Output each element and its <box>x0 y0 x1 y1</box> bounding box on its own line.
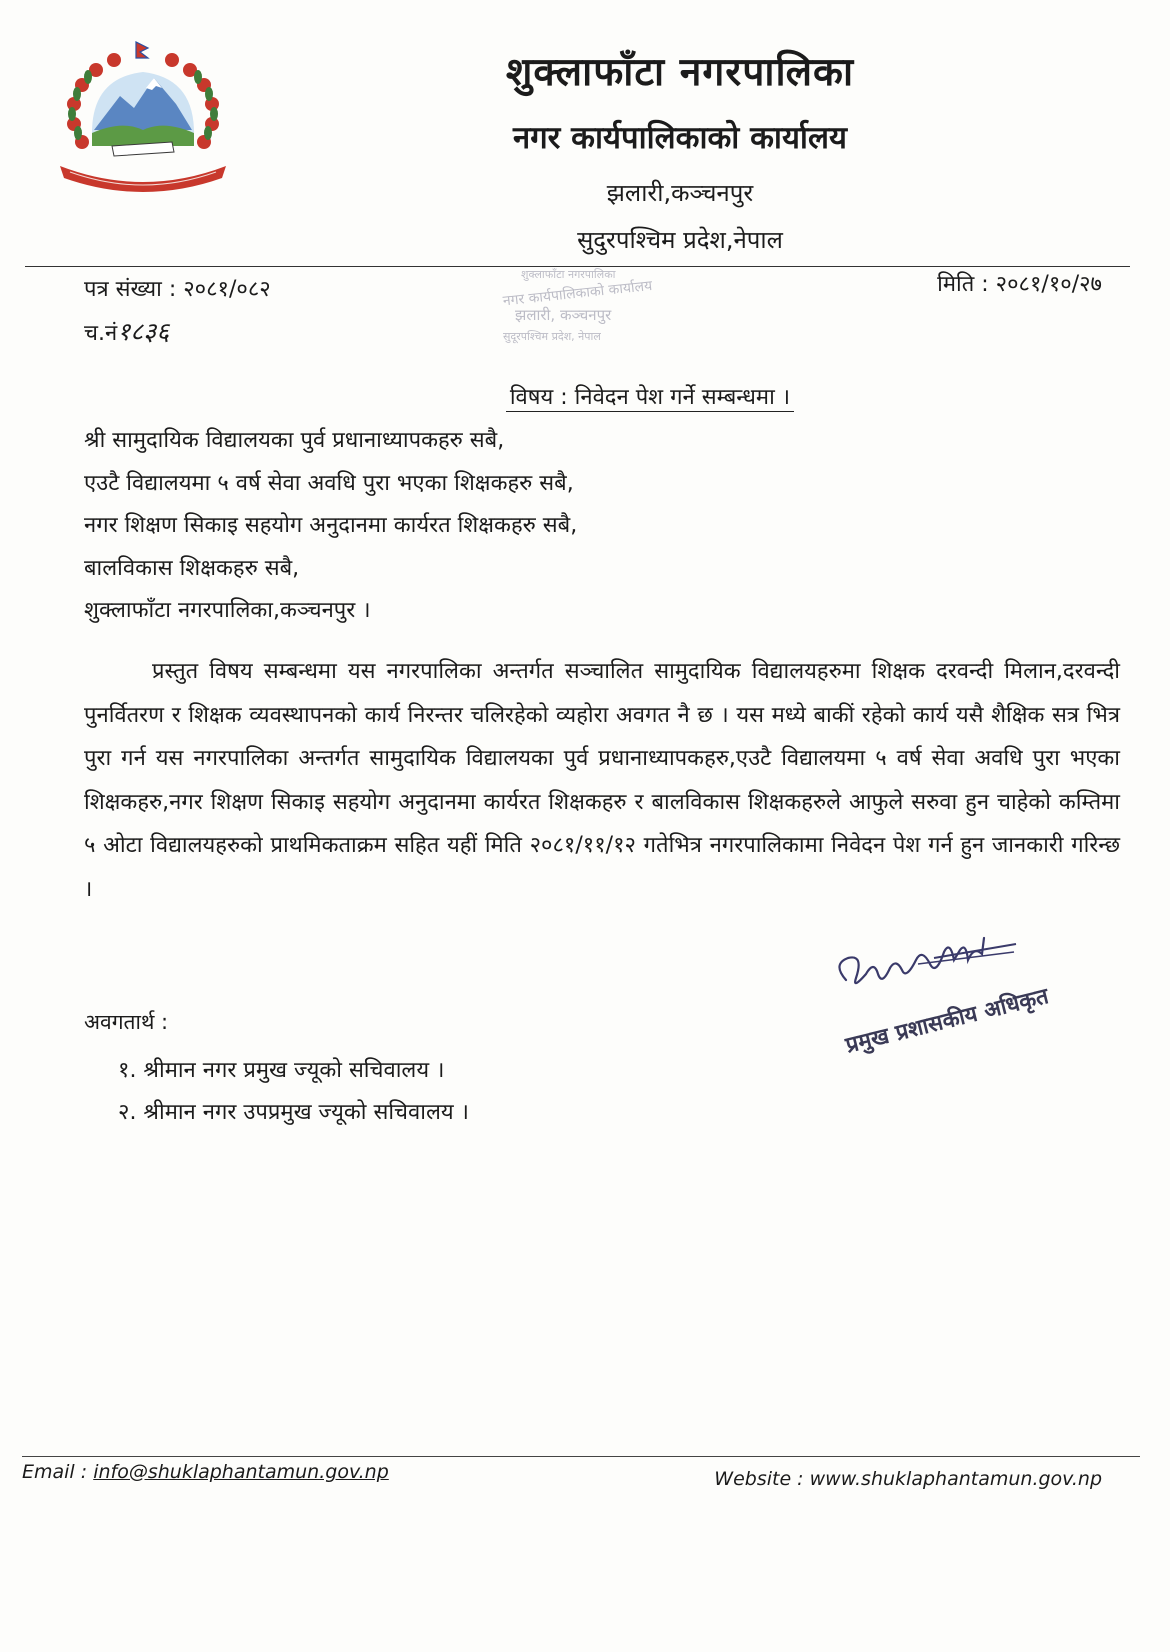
addressee-line: शुक्लाफाँटा नगरपालिका,कञ्चनपुर । <box>84 598 371 623</box>
cc-heading: अवगतार्थ : <box>84 1010 169 1034</box>
stamp-line: शुक्लाफाँटा नगरपालिका <box>521 268 616 281</box>
cc-item: १. श्रीमान नगर प्रमुख ज्यूको सचिवालय । <box>118 1058 445 1083</box>
letter-body: प्रस्तुत विषय सम्बन्धमा यस नगरपालिका अन्तर्गत सञ्चालित सामुदायिक विद्यालयहरुमा शिक्षक दरवन्दी मिलान,दरवन्दी पुनर्वितरण र शिक्षक व्यवस्थापनको कार्य निरन्तर चलिरहेको व्यहोरा अवगत नै छ । यस मध्ये बाकीं रहेको कार्य यसै शैक्षिक सत्र भित्र पुरा गर्न यस नगरपालिका अन्तर्गत सामुदायिक विद्यालयका पुर्व प्रधानाध्यापकहरु,एउटै विद्यालयमा ५ वर्ष सेवा अवधि पुरा भएका शिक्षकहरु,नगर शिक्षण सिकाइ सहयोग अनुदानमा कार्यरत शिक्षकहरु र बालविकास शिक्षकहरुले आफुले सरुवा हुन चाहेको कम्तिमा ५ ओटा विद्यालयहरुको प्राथमिकताक्रम सहित यहीं मिति २०८१/११/१२ गतेभित्र नगरपालिकामा निवेदन पेश गर्न हुन जानकारी गरिन्छ । <box>84 659 1120 902</box>
nepal-emblem-icon <box>52 38 234 194</box>
dispatch-value: १८३६ <box>117 317 170 346</box>
stamp-line: नगर कार्यपालिकाको कार्यालय <box>502 277 653 310</box>
addressee-line: एउटै विद्यालयमा ५ वर्ष सेवा अवधि पुरा भएका शिक्षकहरु सबै, <box>84 470 574 496</box>
footer-divider <box>22 1456 1140 1457</box>
cc-item: २. श्रीमान नगर उपप्रमुख ज्यूको सचिवालय । <box>118 1100 469 1125</box>
office-province: सुदुरपश्चिम प्रदेश,नेपाल <box>577 226 783 254</box>
footer-email <box>22 1461 389 1483</box>
office-stamp-icon <box>495 262 655 348</box>
stamp-line: झलारी, कञ्चनपुर <box>515 306 612 324</box>
dispatch-label: च.नं <box>84 321 118 346</box>
addressee-line: नगर शिक्षण सिकाइ सहयोग अनुदानमा कार्यरत शिक्षकहरु सबै, <box>84 513 578 538</box>
subject-text: विषय : निवेदन पेश गर्ने सम्बन्धमा । <box>506 385 794 412</box>
municipality-name: शुक्लाफाँटा नगरपालिका <box>505 50 855 95</box>
office-name: नगर कार्यपालिकाको कार्यालय <box>513 120 847 156</box>
dispatch-number <box>84 314 169 348</box>
stamp-line: सुदूरपश्चिम प्रदेश, नेपाल <box>503 330 601 343</box>
addressee-line: श्री सामुदायिक विद्यालयका पुर्व प्रधानाध्यापकहरु सबै, <box>84 428 505 453</box>
cc-list <box>118 1050 469 1134</box>
letter-date: मिति : २०८१/१०/२७ <box>937 272 1102 297</box>
subject-line <box>0 381 1170 411</box>
addressee-line: बालविकास शिक्षकहरु सबै, <box>84 555 300 581</box>
footer-website[interactable]: Website : www.shuklaphantamun.gov.np <box>714 1468 1102 1490</box>
email-link[interactable]: info@shuklaphantamun.gov.np <box>93 1461 389 1483</box>
email-label: Email : <box>22 1461 94 1483</box>
reference-number: पत्र संख्या : २०८१/०८२ <box>84 277 271 302</box>
office-location: झलारी,कञ्चनपुर <box>606 179 754 207</box>
addressee-block <box>84 420 577 633</box>
signatory-title: प्रमुख प्रशासकीय अधिकृत <box>843 984 1052 1059</box>
